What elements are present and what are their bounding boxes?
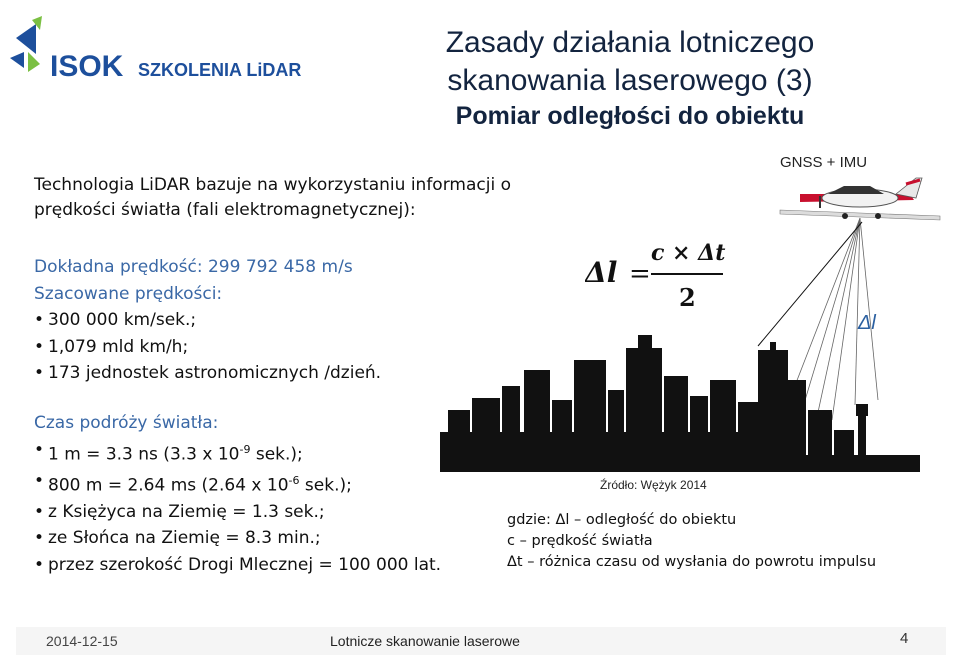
gnss-imu-label: GNSS + IMU <box>780 154 868 171</box>
legend-line-2: c – prędkość światła <box>507 533 653 549</box>
footer-title: Lotnicze skanowanie laserowe <box>330 633 520 649</box>
intro-line-1: Technologia LiDAR bazuje na wykorzystaniu informacji o <box>34 175 511 195</box>
city-skyline-icon <box>440 335 920 472</box>
svg-text:c × Δt: c × Δt <box>651 240 726 266</box>
logo-product: SZKOLENIA LiDAR <box>138 60 302 80</box>
delta-l-label: Δl <box>858 312 876 334</box>
footer-date: 2014-12-15 <box>46 633 118 649</box>
list-item: • 800 m = 2.64 ms (2.64 x $10^{-6}$ sek.); <box>34 468 554 499</box>
logo-mark-icon <box>10 16 42 72</box>
slide-subtitle: Pomiar odległości do obiektu <box>455 102 805 130</box>
isok-logo <box>10 12 310 112</box>
travel-heading: Czas podróży światła: <box>34 413 219 433</box>
logo-brand: ISOK <box>50 50 124 83</box>
slide-title <box>360 24 900 100</box>
legend-line-1: gdzie: Δl – odległość do obiektu <box>507 512 737 528</box>
svg-text:=: = <box>629 259 651 289</box>
distance-formula <box>585 236 735 318</box>
list-item: • 300 000 km/sek.; <box>34 307 554 334</box>
list-item: • 1 m = 3.3 ns (3.3 x $10^{-9}$ sek.); <box>34 437 554 468</box>
svg-text:2: 2 <box>679 283 696 312</box>
intro-line-2: prędkości światła (fali elektromagnetycznej): <box>34 200 416 220</box>
list-item: • 1,079 mld km/h; <box>34 334 554 361</box>
svg-text:Δl: Δl <box>585 256 618 289</box>
list-item: • 173 jednostek astronomicznych /dzień. <box>34 360 554 387</box>
delta-l-line-icon <box>758 222 862 346</box>
title-line-1: Zasady działania lotniczego <box>445 26 815 59</box>
list-item: • ze Słońca na Ziemię = 8.3 min.; <box>34 525 554 552</box>
list-item: • z Księżyca na Ziemię = 1.3 sek.; <box>34 499 554 526</box>
list-item: • przez szerokość Drogi Mlecznej = 100 000 lat. <box>34 552 554 579</box>
title-line-2: skanowania laserowego (3) <box>447 64 813 97</box>
airplane-icon <box>780 178 940 220</box>
page-number: 4 <box>900 630 909 647</box>
image-source: Źródło: Wężyk 2014 <box>600 478 707 492</box>
symbol-legend <box>507 510 947 573</box>
exact-speed: Dokładna prędkość: 299 792 458 m/s <box>34 257 353 277</box>
legend-line-3: Δt – różnica czasu od wysłania do powrotu impulsu <box>507 554 877 570</box>
speed-heading: Szacowane prędkości: <box>34 283 223 304</box>
